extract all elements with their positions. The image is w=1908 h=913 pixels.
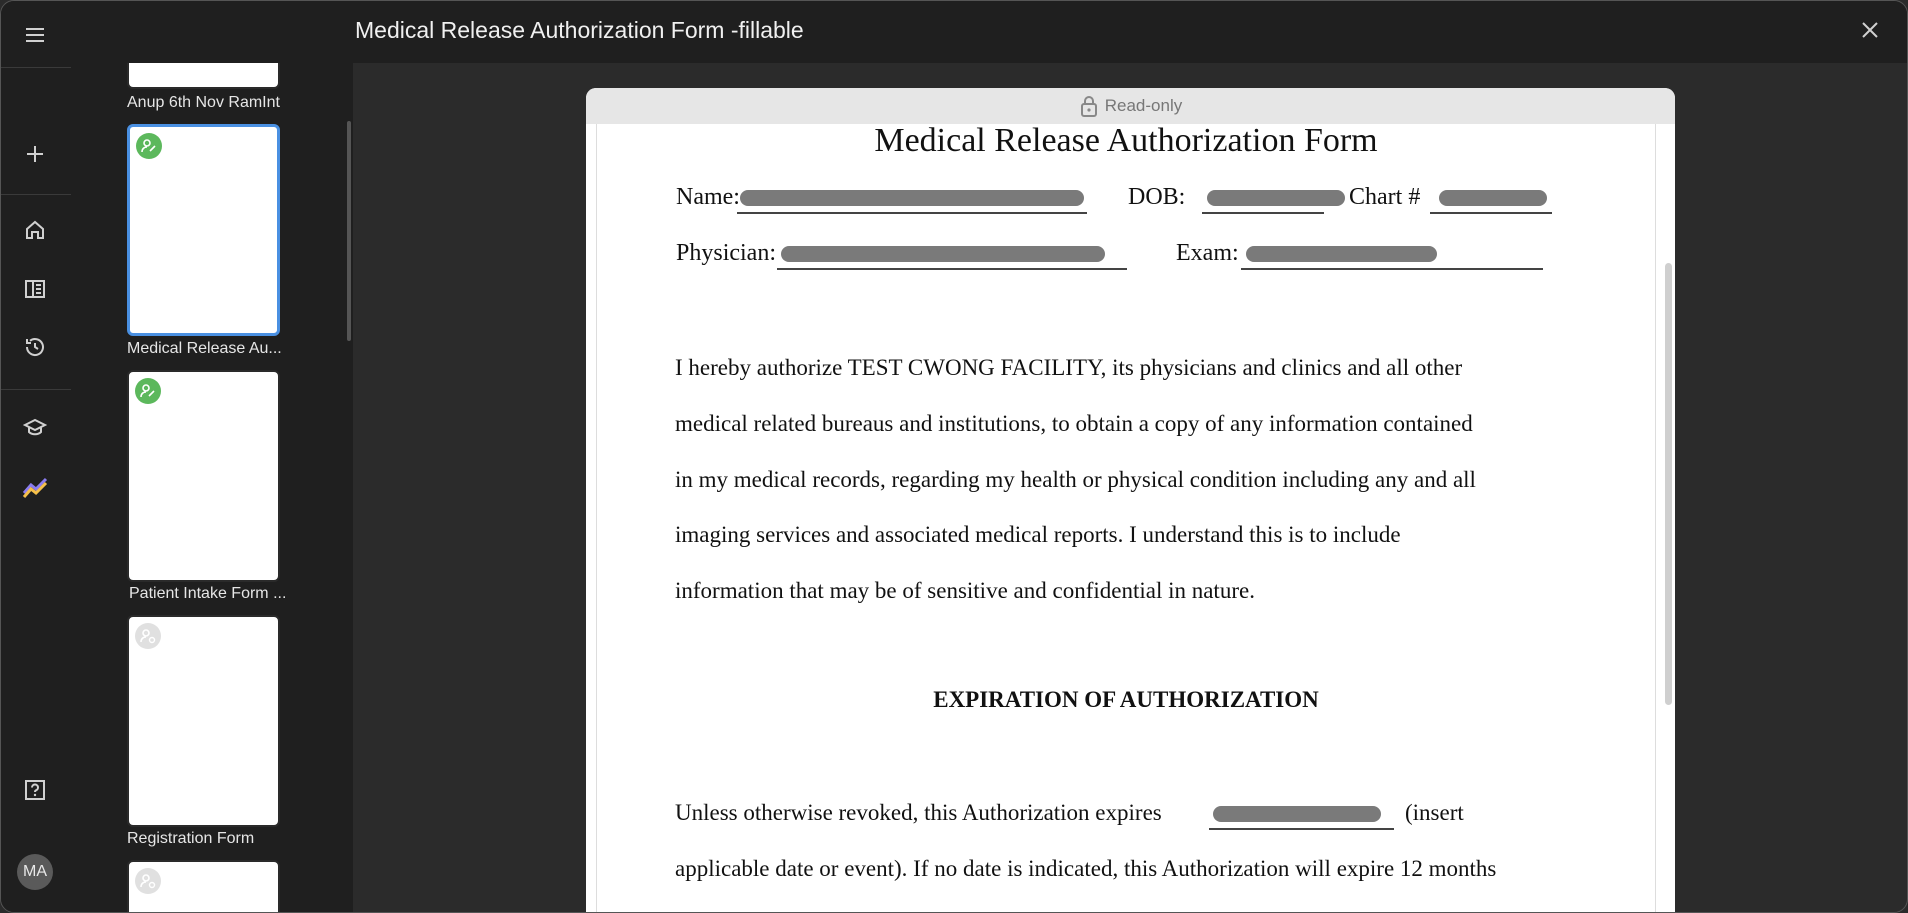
- thumbnail-label: Anup 6th Nov RamInt: [127, 94, 280, 111]
- dob-label: DOB:: [1128, 184, 1186, 210]
- physician-field[interactable]: [781, 246, 1105, 262]
- chart-label: Chart #: [1349, 184, 1421, 210]
- physician-label: Physician:: [676, 240, 776, 266]
- exam-label: Exam:: [1176, 240, 1239, 266]
- thumbnail-0[interactable]: [127, 63, 280, 89]
- help-icon[interactable]: [18, 773, 52, 807]
- document-title: Medical Release Authorization Form: [874, 122, 1378, 159]
- paragraph-line: I hereby authorize TEST CWONG FACILITY, its physicians and clinics and all other: [675, 355, 1463, 380]
- thumbnail-3[interactable]: [127, 615, 280, 827]
- thumbnail-4[interactable]: [127, 860, 280, 912]
- close-icon[interactable]: [1855, 15, 1885, 45]
- add-icon[interactable]: [18, 137, 52, 171]
- name-label: Name:: [676, 184, 740, 210]
- signed-icon: [136, 133, 162, 159]
- history-icon[interactable]: [18, 330, 52, 364]
- thumbnail-scrollbar[interactable]: [347, 121, 351, 341]
- document-thumbnail-list[interactable]: [71, 63, 353, 912]
- thumbnail-label: Patient Intake Form ...: [129, 585, 287, 602]
- thumbnail-1[interactable]: [127, 124, 280, 336]
- paragraph-line: medical related bureaus and institutions, to obtain a copy of any information contained: [675, 411, 1473, 436]
- chart-field[interactable]: [1439, 190, 1547, 206]
- exam-field[interactable]: [1246, 246, 1437, 262]
- paragraph-line: imaging services and associated medical reports. I understand this is to include: [675, 522, 1401, 547]
- document-scrollbar[interactable]: [1665, 263, 1672, 705]
- thumbnail-2[interactable]: [127, 370, 280, 582]
- unsigned-icon: [135, 868, 161, 894]
- unsigned-icon: [135, 623, 161, 649]
- document-page: [596, 124, 1656, 913]
- document-viewer: [586, 88, 1675, 913]
- thumbnail-label: Registration Form: [127, 830, 255, 847]
- menu-icon[interactable]: [18, 18, 52, 52]
- expiration-text: Unless otherwise revoked, this Authorization expires: [675, 800, 1162, 825]
- lock-icon: [1079, 95, 1099, 117]
- title-bar: [71, 1, 1907, 63]
- insights-icon[interactable]: [18, 469, 52, 503]
- section-heading: EXPIRATION OF AUTHORIZATION: [933, 687, 1319, 712]
- signed-icon: [135, 378, 161, 404]
- page-title: Medical Release Authorization Form -fillable: [355, 17, 804, 43]
- nav-rail: [1, 1, 71, 912]
- thumbnail-label: Medical Release Au...: [127, 340, 282, 357]
- expiration-insert: (insert: [1405, 800, 1464, 825]
- expiration-text: applicable date or event). If no date is indicated, this Authorization will expire 12 months: [675, 856, 1497, 881]
- paragraph-line: in my medical records, regarding my health or physical condition including any and all: [675, 467, 1476, 492]
- dob-field[interactable]: [1207, 190, 1345, 206]
- paragraph-line: information that may be of sensitive and confidential in nature.: [675, 578, 1255, 603]
- expiration-field[interactable]: [1213, 806, 1381, 822]
- name-field[interactable]: [740, 190, 1084, 206]
- readonly-label: Read-only: [1104, 96, 1183, 115]
- education-icon[interactable]: [18, 411, 52, 445]
- library-icon[interactable]: [18, 272, 52, 306]
- avatar[interactable]: MA: [17, 854, 53, 890]
- readonly-bar: [586, 88, 1675, 124]
- home-icon[interactable]: [18, 213, 52, 247]
